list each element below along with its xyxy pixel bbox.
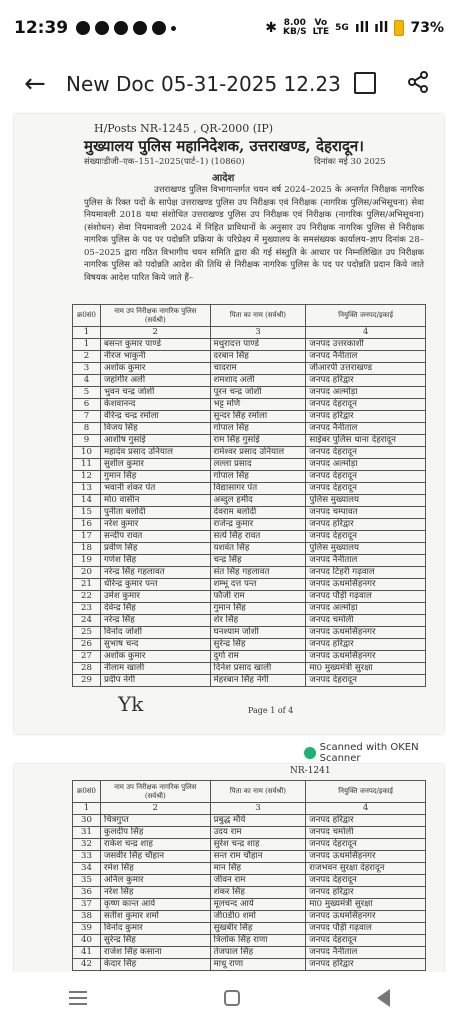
- serial-cell: 31: [73, 827, 101, 839]
- name-cell: सुशील कुमार: [100, 459, 210, 471]
- serial-cell: 5: [73, 387, 101, 399]
- table-row: [73, 615, 426, 627]
- posting-cell: जनपद देहरादून: [306, 675, 426, 687]
- father-name-cell: गोपाल सिंह: [210, 423, 306, 435]
- serial-cell: 17: [73, 531, 101, 543]
- father-name-cell: उदय राम: [210, 827, 306, 839]
- speed-value: 8.00: [283, 18, 306, 28]
- father-name-cell: राजेन्द्र कुमार: [210, 519, 306, 531]
- name-cell: प्रदीप नेगी: [100, 675, 210, 687]
- bluetooth-icon: ✱: [265, 20, 277, 36]
- volte-indicator: Vo LTE: [312, 18, 330, 37]
- posting-cell: जनपद ऊधमसिंहनगर: [306, 579, 426, 591]
- father-name-cell: प्रबुद्ध मौर्य: [210, 815, 306, 827]
- serial-cell: 41: [73, 947, 101, 959]
- name-cell: सुभाष चन्द: [100, 639, 210, 651]
- posting-cell: मा0 मुख्यमंत्री सुरक्षा: [306, 899, 426, 911]
- father-name-cell: रामेश्वर प्रसाद उनियाल: [210, 447, 306, 459]
- father-name-cell: मेहरबान सिंह नेगी: [210, 675, 306, 687]
- more-notifications-dot: [171, 26, 176, 31]
- name-cell: भवानी शंकर पंत: [100, 483, 210, 495]
- father-name-cell: दुर्गा राम: [210, 651, 306, 663]
- handwritten-note: H/Posts NR-1245 , QR-2000 (IP): [94, 122, 274, 135]
- serial-cell: 32: [73, 839, 101, 851]
- col-name: नाम उप निरीक्षक नागरिक पुलिस (सर्वश्री): [100, 781, 210, 803]
- scanner-label: Scanned with OKEN Scanner: [319, 742, 419, 764]
- serial-cell: 42: [73, 959, 101, 971]
- posting-cell: पुलिस मुख्यालय: [306, 495, 426, 507]
- father-name-cell: गोपाल सिंह: [210, 471, 306, 483]
- table-row: [73, 923, 426, 935]
- table-row: [73, 423, 426, 435]
- table-row: [73, 459, 426, 471]
- document-title: New Doc 05-31-2025 12.23: [66, 72, 341, 96]
- serial-cell: 36: [73, 887, 101, 899]
- posting-cell: जनपद चम्पावत: [306, 507, 426, 519]
- posting-cell: जनपद नैनीताल: [306, 423, 426, 435]
- posting-cell: जनपद ऊधमसिंहनगर: [306, 627, 426, 639]
- name-cell: वीरेन्द्र चन्द्र रमोला: [100, 411, 210, 423]
- table-row: [73, 375, 426, 387]
- posting-cell: जनपद हरिद्वार: [306, 815, 426, 827]
- father-name-cell: चादराम: [210, 363, 306, 375]
- father-name-cell: भट्ट मणि: [210, 399, 306, 411]
- posting-cell: जनपद हरिद्वार: [306, 519, 426, 531]
- father-name-cell: सुरेन्द्र सिंह: [210, 639, 306, 651]
- table-row: [73, 911, 426, 923]
- name-cell: नरेश कुमार: [100, 519, 210, 531]
- table-row: [73, 651, 426, 663]
- table-row: [73, 471, 426, 483]
- table-header-row: [73, 305, 426, 327]
- serial-cell: 10: [73, 447, 101, 459]
- posting-cell: जनपद हरिद्वार: [306, 887, 426, 899]
- col-name: नाम उप निरीक्षक नागरिक पुलिस (सर्वश्री): [100, 305, 210, 327]
- col-serial: क्र0सं0: [73, 305, 101, 327]
- father-name-cell: शंकर सिंह: [210, 887, 306, 899]
- name-cell: नरेन्द्र सिंह: [100, 615, 210, 627]
- col-father-name: पिता का नाम (सर्वश्री): [210, 781, 306, 803]
- posting-cell: पुलिस मुख्यालय: [306, 543, 426, 555]
- serial-cell: 21: [73, 579, 101, 591]
- posting-cell: जनपद चमोली: [306, 827, 426, 839]
- serial-cell: 26: [73, 639, 101, 651]
- table-row: [73, 447, 426, 459]
- name-cell: सन्दीप रावत: [100, 531, 210, 543]
- posting-cell: जनपद देहरादून: [306, 399, 426, 411]
- battery-percent: 73%: [410, 20, 444, 36]
- serial-cell: 39: [73, 923, 101, 935]
- table-row: [73, 519, 426, 531]
- network-type: 5G: [335, 22, 349, 33]
- notification-icon: [95, 21, 109, 35]
- serial-cell: 2: [73, 351, 101, 363]
- office-header: मुख्यालय पुलिस महानिदेशक, उत्तराखण्ड, देहरादून।: [84, 137, 364, 155]
- name-cell: अशोक कुमार: [100, 651, 210, 663]
- name-cell: महादेव प्रसाद उनियाल: [100, 447, 210, 459]
- speed-unit: KB/S: [283, 27, 307, 37]
- father-name-cell: सन्त राम चौहान: [210, 851, 306, 863]
- posting-cell: जनपद टिहरी गढ़वाल: [306, 567, 426, 579]
- table-row: [73, 495, 426, 507]
- table-row: [73, 339, 426, 351]
- serial-cell: 30: [73, 815, 101, 827]
- name-cell: भुवन चन्द्र जोशी: [100, 387, 210, 399]
- posting-cell: जनपद अल्मोड़ा: [306, 459, 426, 471]
- name-cell: आशीष गुसांई: [100, 435, 210, 447]
- col-number: 1: [73, 327, 101, 339]
- serial-cell: 33: [73, 851, 101, 863]
- table-row: [73, 543, 426, 555]
- column-number-row: [73, 327, 426, 339]
- notification-icon: [114, 21, 128, 35]
- table-row: [73, 815, 426, 827]
- posting-cell: मा0 मुख्यमंत्री सुरक्षा: [306, 663, 426, 675]
- serial-cell: 38: [73, 911, 101, 923]
- table-row: [73, 675, 426, 687]
- name-cell: जसवीर सिंह चौहान: [100, 851, 210, 863]
- father-name-cell: मूलचन्द आर्य: [210, 899, 306, 911]
- col-posting: नियुक्ति जनपद/इकाई: [306, 781, 426, 803]
- table-row: [73, 507, 426, 519]
- name-cell: गुमान सिंह: [100, 471, 210, 483]
- recent-apps-icon[interactable]: [69, 991, 87, 1005]
- name-cell: केशवानन्द: [100, 399, 210, 411]
- posting-cell: जनपद नैनीताल: [306, 555, 426, 567]
- serial-cell: 29: [73, 675, 101, 687]
- posting-cell: जनपद ऊधमसिंहनगर: [306, 851, 426, 863]
- serial-cell: 18: [73, 543, 101, 555]
- name-cell: उमेश कुमार: [100, 591, 210, 603]
- father-name-cell: घनश्याम जोशी: [210, 627, 306, 639]
- father-name-cell: माधू राणा: [210, 959, 306, 971]
- posting-cell: राजभवन सुरक्षा देहरादून: [306, 863, 426, 875]
- posting-cell: जनपद देहरादून: [306, 531, 426, 543]
- title-bar: [0, 56, 458, 112]
- name-cell: गणेश सिंह: [100, 555, 210, 567]
- col-number: 3: [210, 327, 306, 339]
- serial-cell: 14: [73, 495, 101, 507]
- name-cell: अनिल कुमार: [100, 875, 210, 887]
- father-name-cell: त्रिलोक सिंह राणा: [210, 935, 306, 947]
- father-name-cell: देवराम बलोदी: [210, 507, 306, 519]
- posting-cell: जनपद ऊधमसिंहनगर: [306, 651, 426, 663]
- table-row: [73, 411, 426, 423]
- signal-icon: ıll ıll: [354, 20, 389, 36]
- name-cell: चित्रगुप्त: [100, 815, 210, 827]
- father-name-cell: दरबान सिंह: [210, 351, 306, 363]
- serial-cell: 25: [73, 627, 101, 639]
- father-name-cell: सुन्दर सिंह रमोला: [210, 411, 306, 423]
- status-time: 12:39: [14, 18, 69, 38]
- edit-icon[interactable]: [354, 72, 376, 94]
- name-cell: पुनीता बलोदी: [100, 507, 210, 519]
- serial-cell: 20: [73, 567, 101, 579]
- serial-cell: 11: [73, 459, 101, 471]
- father-name-cell: सुरेश चन्द्र शाह: [210, 839, 306, 851]
- posting-cell: जनपद अल्मोड़ा: [306, 603, 426, 615]
- father-name-cell: फौजी राम: [210, 591, 306, 603]
- name-cell: नरेन्द्र सिंह गहलावत: [100, 567, 210, 579]
- order-date: दिनांकः मई 30 2025: [314, 157, 386, 167]
- serial-cell: 23: [73, 603, 101, 615]
- status-bar: [0, 0, 458, 56]
- father-name-cell: यशवंत सिंह: [210, 543, 306, 555]
- name-cell: विनोद कुमार: [100, 923, 210, 935]
- posting-cell: जनपद पौड़ी गढ़वाल: [306, 591, 426, 603]
- posting-cell: जनपद देहरादून: [306, 935, 426, 947]
- table-row: [73, 663, 426, 675]
- table-row: [73, 363, 426, 375]
- father-name-cell: सत्ये सिंह रावत: [210, 531, 306, 543]
- order-title: आदेश: [212, 173, 235, 184]
- posting-cell: जनपद देहरादून: [306, 875, 426, 887]
- father-name-cell: चन्द्र सिंह: [210, 555, 306, 567]
- table-row: [73, 899, 426, 911]
- promotion-table: [72, 304, 426, 687]
- table-row: [73, 875, 426, 887]
- col-number: 2: [100, 803, 210, 815]
- father-name-cell: सुखबीर सिंह: [210, 923, 306, 935]
- name-cell: विनोद जोशी: [100, 627, 210, 639]
- table-row: [73, 839, 426, 851]
- col-number: 4: [306, 327, 426, 339]
- serial-cell: 4: [73, 375, 101, 387]
- name-cell: जहांगीर अली: [100, 375, 210, 387]
- status-right: [265, 19, 444, 37]
- back-triangle-icon[interactable]: [377, 989, 390, 1007]
- order-paragraph: उत्तराखण्ड पुलिस विभागान्तर्गत चयन वर्ष 2024–2025 के अन्तर्गत निरीक्षक नागरिक पुलिस के रिक्त पदों के सापेक्ष उत्तराखण्ड पुलिस उप निरीक्षक एवं निरीक्षक (नागरिक पुलिस/अभिसूचना) सेवा नियमावली 2018 यथा संशोधित उत्तराखण्ड पुलिस उप निरीक्षक एवं निरीक्षक (नागरिक पुलिस/अभिसूचना) (संशोधन) सेवा नियमावली 2024 में निहित प्राविधानों के अनुसार उप निरीक्षक नागरिक पुलिस से निरीक्षक नागरिक पुलिस के पद पर पदोन्नति प्रक्रिया के परिप्रेक्ष्य में मुख्यालय के समसंख्यक कार्यालय–ज्ञाप दिनांक 28–05–2025 द्वारा गठित विभागीय चयन समिति द्वारा की गई संस्तुति के आधार पर निम्नलिखित उप निरीक्षक नागरिक पुलिस को पदोन्नति आदेश की तिथि से निरीक्षक नागरिक पुलिस के पद पर पदोन्नति प्रदान किये जाते विषयक आदेश पारित किये जाते हैं–: [84, 185, 424, 283]
- col-number: 4: [306, 803, 426, 815]
- name-cell: नीरज भाकुनी: [100, 351, 210, 363]
- column-number-row: [73, 803, 426, 815]
- col-number: 3: [210, 803, 306, 815]
- table-row: [73, 935, 426, 947]
- posting-cell: जनपद उत्तरकाशी: [306, 339, 426, 351]
- name-cell: मो0 वासीन: [100, 495, 210, 507]
- name-cell: कृष्ण कान्त आर्य: [100, 899, 210, 911]
- father-name-cell: पूरन चन्द्र जोशी: [210, 387, 306, 399]
- serial-cell: 16: [73, 519, 101, 531]
- notification-icon: [152, 21, 166, 35]
- father-name-cell: जी0डी0 शर्मा: [210, 911, 306, 923]
- col-number: 1: [73, 803, 101, 815]
- posting-cell: जनपद पौड़ी गढ़वाल: [306, 923, 426, 935]
- reference-number: संख्याःडीजी–एक–151–2025(पार्ट–1) (10860): [84, 157, 245, 167]
- name-cell: देवेन्द्र सिंह: [100, 603, 210, 615]
- table-row: [73, 603, 426, 615]
- name-cell: सतीश कुमार शर्मा: [100, 911, 210, 923]
- col-serial: क्र0सं0: [73, 781, 101, 803]
- table-row: [73, 639, 426, 651]
- serial-cell: 19: [73, 555, 101, 567]
- father-name-cell: जीवन राम: [210, 875, 306, 887]
- posting-cell: जनपद अल्मोड़ा: [306, 387, 426, 399]
- posting-cell: जीआरपी उत्तराखण्ड: [306, 363, 426, 375]
- table-body: [73, 815, 426, 971]
- table-row: [73, 627, 426, 639]
- whatsapp-icon: [76, 21, 90, 35]
- promotion-table: [72, 780, 426, 971]
- handwritten-note: NR-1241: [290, 766, 331, 776]
- father-name-cell: मान सिंह: [210, 863, 306, 875]
- serial-cell: 1: [73, 339, 101, 351]
- father-name-cell: अब्दुल हमीद: [210, 495, 306, 507]
- table-row: [73, 555, 426, 567]
- name-cell: धीरेन्द्र कुमार पन्त: [100, 579, 210, 591]
- name-cell: केदार सिंह: [100, 959, 210, 971]
- table-row: [73, 851, 426, 863]
- serial-cell: 37: [73, 899, 101, 911]
- father-name-cell: तेजपाल सिंह: [210, 947, 306, 959]
- table-row: [73, 483, 426, 495]
- name-cell: नीलाम खाली: [100, 663, 210, 675]
- father-name-cell: दिनेश प्रसाद खाली: [210, 663, 306, 675]
- name-cell: राकेश चन्द्र शाह: [100, 839, 210, 851]
- father-name-cell: गुमान सिंह: [210, 603, 306, 615]
- serial-cell: 13: [73, 483, 101, 495]
- posting-cell: जनपद हरिद्वार: [306, 411, 426, 423]
- table-row: [73, 351, 426, 363]
- table-body: [73, 339, 426, 687]
- posting-cell: जनपद देहरादून: [306, 471, 426, 483]
- table-header-row: [73, 781, 426, 803]
- name-cell: बसन्त कुमार पाण्डे: [100, 339, 210, 351]
- serial-cell: 27: [73, 651, 101, 663]
- table-row: [73, 531, 426, 543]
- table-row: [73, 399, 426, 411]
- back-arrow-icon[interactable]: ←: [24, 69, 46, 99]
- serial-cell: 12: [73, 471, 101, 483]
- signature: Yk: [118, 692, 144, 716]
- father-name-cell: शमशाद अली: [210, 375, 306, 387]
- father-name-cell: लल्ला प्रसाद: [210, 459, 306, 471]
- table-row: [73, 591, 426, 603]
- father-name-cell: राम सिंह गुसांई: [210, 435, 306, 447]
- notification-icons: [76, 21, 176, 35]
- father-name-cell: शेर सिंह: [210, 615, 306, 627]
- table-row: [73, 827, 426, 839]
- serial-cell: 28: [73, 663, 101, 675]
- name-cell: अशोक कुमार: [100, 363, 210, 375]
- page-number: Page 1 of 4: [248, 706, 294, 715]
- posting-cell: साईबर पुलिस थाना देहरादून: [306, 435, 426, 447]
- table-row: [73, 863, 426, 875]
- scanner-watermark: [304, 742, 458, 764]
- posting-cell: जनपद हरिद्वार: [306, 639, 426, 651]
- serial-cell: 22: [73, 591, 101, 603]
- network-speed: [283, 19, 307, 37]
- father-name-cell: शम्भू दत्त पन्त: [210, 579, 306, 591]
- document-page-1[interactable]: [14, 114, 444, 734]
- col-posting: नियुक्ति जनपद/इकाई: [306, 305, 426, 327]
- serial-cell: 6: [73, 399, 101, 411]
- col-number: 2: [100, 327, 210, 339]
- document-page-2[interactable]: [14, 764, 444, 974]
- table-row: [73, 567, 426, 579]
- table-row: [73, 959, 426, 971]
- name-cell: प्रवीण सिंह: [100, 543, 210, 555]
- posting-cell: जनपद हरिद्वार: [306, 959, 426, 971]
- posting-cell: जनपद देहरादून: [306, 839, 426, 851]
- posting-cell: जनपद देहरादून: [306, 483, 426, 495]
- name-cell: राजेश सिंह कसाना: [100, 947, 210, 959]
- table-row: [73, 435, 426, 447]
- serial-cell: 15: [73, 507, 101, 519]
- posting-cell: जनपद चमोली: [306, 615, 426, 627]
- serial-cell: 8: [73, 423, 101, 435]
- serial-cell: 34: [73, 863, 101, 875]
- battery-icon: [394, 20, 404, 36]
- posting-cell: जनपद ऊधमसिंहनगर: [306, 911, 426, 923]
- posting-cell: जनपद नैनीताल: [306, 947, 426, 959]
- table-row: [73, 887, 426, 899]
- posting-cell: जनपद हरिद्वार: [306, 375, 426, 387]
- home-icon[interactable]: [224, 990, 240, 1006]
- father-name-cell: विद्यासागर पंत: [210, 483, 306, 495]
- table-row: [73, 947, 426, 959]
- notification-icon: [133, 21, 147, 35]
- oken-scanner-logo-icon: [304, 747, 316, 759]
- serial-cell: 3: [73, 363, 101, 375]
- serial-cell: 9: [73, 435, 101, 447]
- col-father-name: पिता का नाम (सर्वश्री): [210, 305, 306, 327]
- name-cell: नरेश सिंह: [100, 887, 210, 899]
- table-row: [73, 579, 426, 591]
- name-cell: रमेश सिंह: [100, 863, 210, 875]
- father-name-cell: मथुरादत्त पाण्डे: [210, 339, 306, 351]
- name-cell: सुरेन्द्र सिंह: [100, 935, 210, 947]
- share-icon[interactable]: [406, 70, 430, 94]
- name-cell: कुलदीप सिंह: [100, 827, 210, 839]
- father-name-cell: संत सिंह गहलावत: [210, 567, 306, 579]
- posting-cell: जनपद नैनीताल: [306, 351, 426, 363]
- serial-cell: 7: [73, 411, 101, 423]
- serial-cell: 40: [73, 935, 101, 947]
- posting-cell: जनपद देहरादून: [306, 447, 426, 459]
- serial-cell: 24: [73, 615, 101, 627]
- system-nav-bar: [0, 972, 458, 1024]
- name-cell: विजय सिंह: [100, 423, 210, 435]
- table-row: [73, 387, 426, 399]
- serial-cell: 35: [73, 875, 101, 887]
